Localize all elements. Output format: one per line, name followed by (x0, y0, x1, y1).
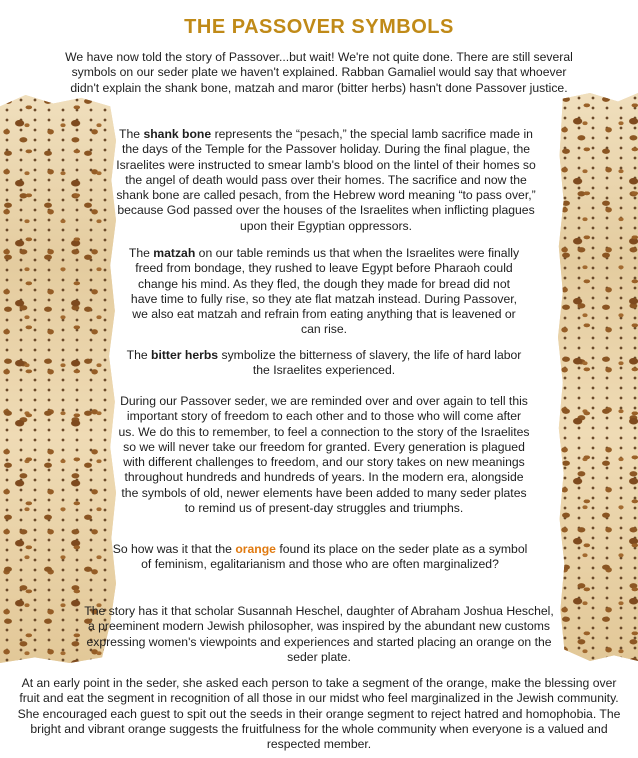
matzah-text: on our table reminds us that when the Israelites were finally freed from bondage, they rushed to leave Egypt before Pharaoh could change his mind. As they fled, the dough they made for bread did not have time to fully rise, so they ate flat matzah instead. During Passover, we also eat matzah and refrain from eating anything that is leavened or can rise. (130, 246, 520, 337)
orange-question-after: found its place on the seder plate as a symbol of feminism, egalitarianism and those who are often marginalized? (141, 542, 528, 572)
outro-paragraph: At an early point in the seder, she asked each person to take a segment of the orange, make the blessing over fruit and eat the segment in recognition of all those in our midst who feel marginalized in the Jewish community. She encouraged each guest to spit out the seeds in their orange segment to reject hatred and homophobia. The bright and vibrant orange suggests the fruitfulness for the whole community when everyone is a valued and respected member. (17, 676, 621, 752)
matzah-lead: The (128, 246, 150, 260)
matzah-paragraph (125, 246, 523, 338)
bitter-herbs-keyword: bitter herbs (151, 348, 219, 362)
page-title: THE PASSOVER SYMBOLS (184, 16, 454, 38)
orange-keyword: orange (235, 542, 276, 556)
bitter-herbs-paragraph (125, 348, 523, 379)
intro-paragraph: We have now told the story of Passover...but wait! We're not quite done. There are still several symbols on our seder plate we haven't explained. Rabban Gamaliel would say that whoever didn't explain the shank bone, matzah and maror (bitter herbs) hasn't done Passover justice. (65, 50, 573, 95)
bitter-herbs-text: symbolize the bitterness of slavery, the life of hard labor the Israelites experienced. (221, 348, 522, 378)
matzah-image-left (0, 95, 116, 663)
bitter-herbs-lead: The (126, 348, 148, 362)
reminder-paragraph: During our Passover seder, we are reminded over and over again to tell this important story of freedom to each other and to those who will come after us. We do this to remember, to feel a connection to the story of the Israelites so we will never take our freedom for granted. Every generation is plagued with different challenges to freedom, and our story takes on new meanings throughout hundreds and hundreds of years. In the modern era, alongside the symbols of old, newer elements have been added to many seder plates to remind us of present-day struggles and triumphs. (118, 394, 530, 516)
orange-question-before: So how was it that the (112, 542, 232, 556)
shank-bone-keyword: shank bone (143, 127, 212, 141)
shank-bone-lead: The (119, 127, 141, 141)
orange-question-paragraph (110, 542, 530, 573)
shank-bone-paragraph (112, 127, 540, 234)
shank-bone-text: represents the “pesach,” the special lamb sacrifice made in the days of the Temple for the Passover holiday. During the final plague, the Israelites were instructed to smear lamb's blood on the lintel of their homes so the angel of death would pass over their homes. The sacrifice and now the shank bone are called pesach, from the Hebrew word meaning “to pass over,” because God passed over the houses of the Israelites when inflicting plagues upon their Egyptian oppressors. (116, 127, 536, 233)
matzah-image-right (558, 93, 638, 661)
matzah-keyword: matzah (153, 246, 196, 260)
heschel-paragraph: The story has it that scholar Susannah Heschel, daughter of Abraham Joshua Heschel, a preeminent modern Jewish philosopher, was inspired by the abundant new customs expressing women's viewpoints and experiences and started placing an orange on the seder plate. (84, 604, 554, 664)
